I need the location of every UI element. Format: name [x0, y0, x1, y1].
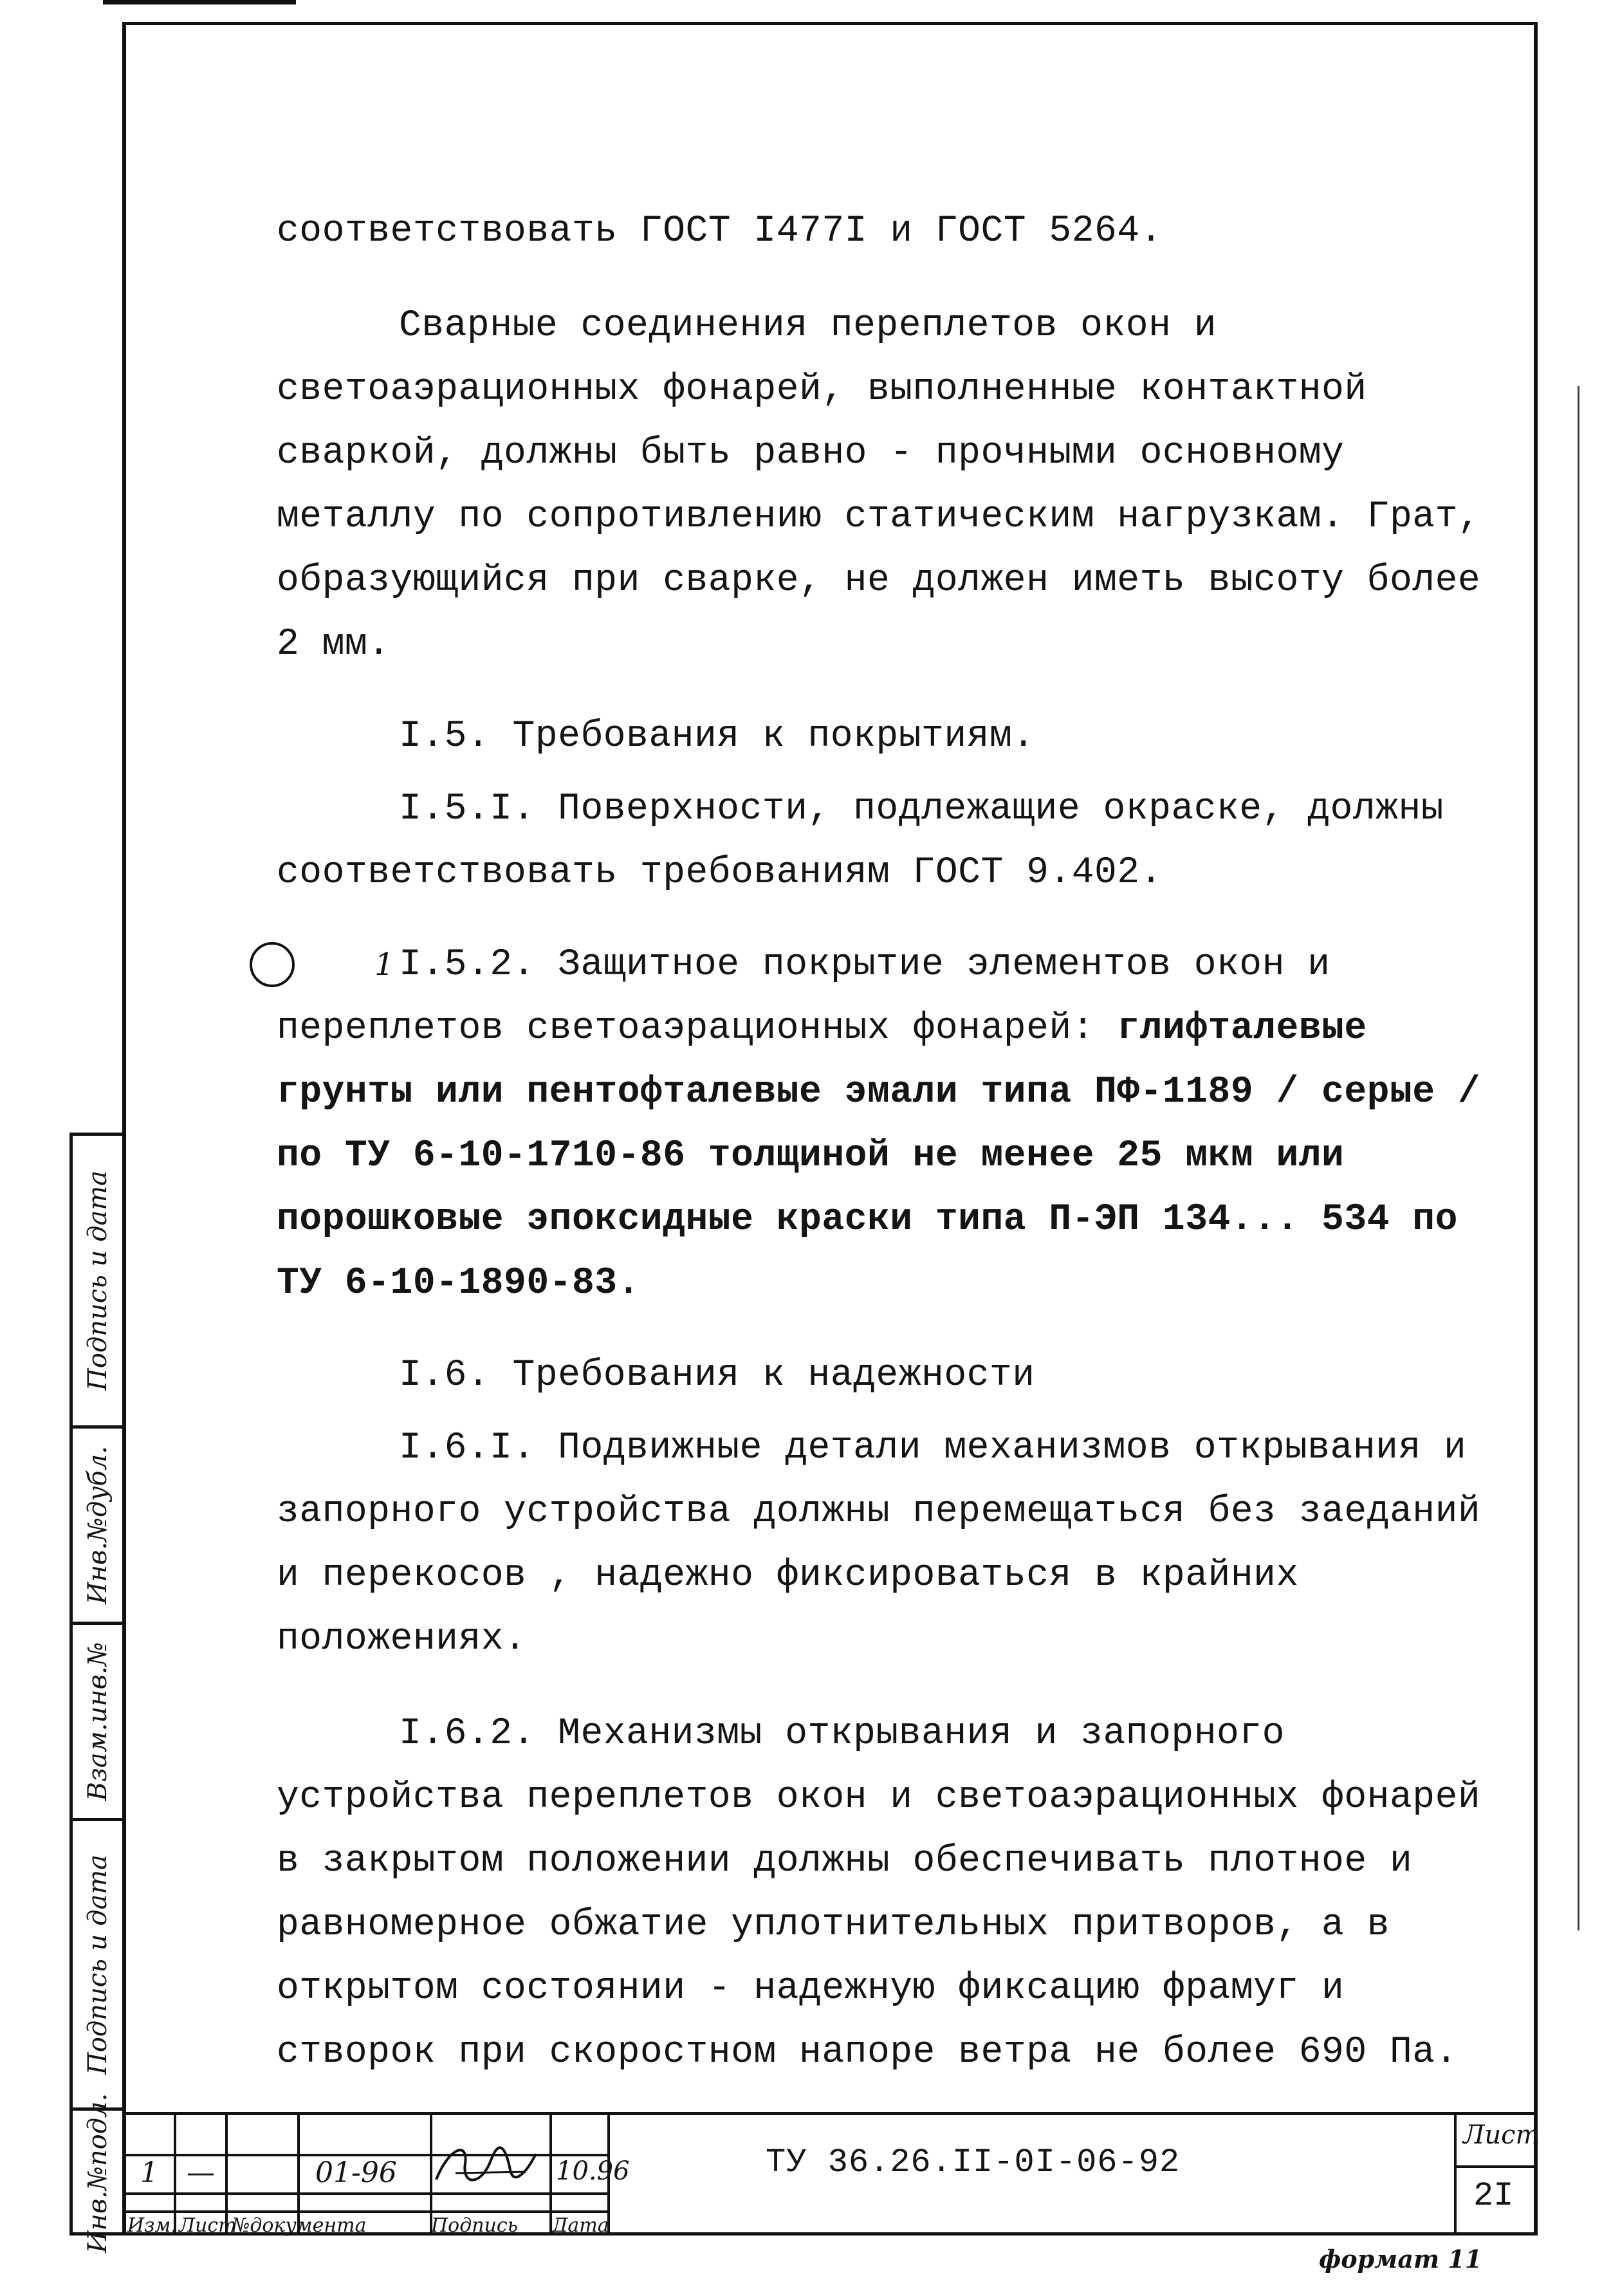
signature-image	[430, 2134, 539, 2192]
paragraph-1-5-2-lead: I.5.2. Защитное покрытие элементов окон и переплетов светоаэрационных фонарей:	[277, 944, 1330, 1050]
title-block	[122, 2112, 1538, 2236]
tb-change-no: 1	[140, 2156, 158, 2189]
tb-label-signature: Подпись	[431, 2214, 519, 2237]
paragraph-1-6-1: I.6.I. Подвижные детали механизмов открывания и запорного устройства должны перемещаться без заеданий и перекосов , надежно фиксироваться в крайних положениях.	[277, 1427, 1481, 1660]
binding-line	[1578, 386, 1579, 1930]
paragraph-1-5-2-revised: глифталевые грунты или пентофталевые эмали типа ПФ-1189 / серые / по ТУ 6-10-1710-86 толщиной не менее 25 мкм или порошковые эпоксидные краски типа П-ЭП 134... 534 по ТУ 6-10-1890-83.	[277, 1008, 1481, 1304]
side-cell-dup-inv: Инв.№дубл.	[73, 1425, 122, 1622]
top-edge-mark	[103, 0, 296, 5]
document-code: ТУ 36.26.II-0I-06-92	[766, 2143, 1181, 2181]
section-heading-1-6: I.6. Требования к надежности	[399, 1355, 1035, 1396]
paragraph-continuation: соответствовать ГОСТ I477I и ГОСТ 5264.	[277, 210, 1163, 252]
tb-label-date: Дата	[552, 2214, 609, 2237]
tb-label-change: Изм.	[127, 2214, 177, 2237]
tb-date: 10.96	[556, 2156, 630, 2186]
paragraph-1-5-2	[277, 933, 1512, 1315]
change-mark-circle: 1	[250, 942, 295, 987]
format-label: формат 11	[1319, 2245, 1482, 2273]
tb-label-sheet: Лист	[179, 2214, 237, 2237]
sheet-number: 2I	[1473, 2177, 1514, 2215]
paragraph-1-5-1: I.5.I. Поверхности, подлежащие окраске, должны соответствовать требованиям ГОСТ 9.402.	[277, 788, 1444, 894]
tb-doc-no: 01-96	[315, 2156, 397, 2189]
document-body	[277, 199, 1512, 2084]
side-cell-signature-date-2: Подпись и дата	[73, 1818, 122, 2107]
paragraph-1-6-2: I.6.2. Механизмы открывания и запорного устройства переплетов окон и светоаэрационных фонарей в закрытом положении должны обеспечивать плотное и равномерное обжатие уплотнительных притворов, а в открытом состоянии - надежную фиксацию фрамуг и створок при скоростном напоре ветра не более 690 Па.	[277, 1713, 1481, 2073]
paragraph-welds: Сварные соединения переплетов окон и светоаэрационных фонарей, выполненные контактной сваркой, должны быть равно - прочными основному металлу по сопротивлению статическим нагрузкам. Грат, образующийся при сварке, не должен иметь высоту более 2 мм.	[277, 305, 1481, 665]
side-stamp	[69, 1133, 122, 2254]
side-cell-replace-inv: Взам.инв.№	[73, 1622, 122, 1818]
sheet-label: Лист	[1463, 2120, 1540, 2150]
tb-label-docno: №документа	[232, 2214, 367, 2237]
tb-sheet-mark: —	[187, 2156, 215, 2189]
side-cell-signature-date: Подпись и дата	[82, 1170, 113, 1391]
section-heading-1-5: I.5. Требования к покрытиям.	[399, 716, 1035, 757]
side-cell-orig-inv: Инв.№подл.	[73, 2107, 122, 2236]
